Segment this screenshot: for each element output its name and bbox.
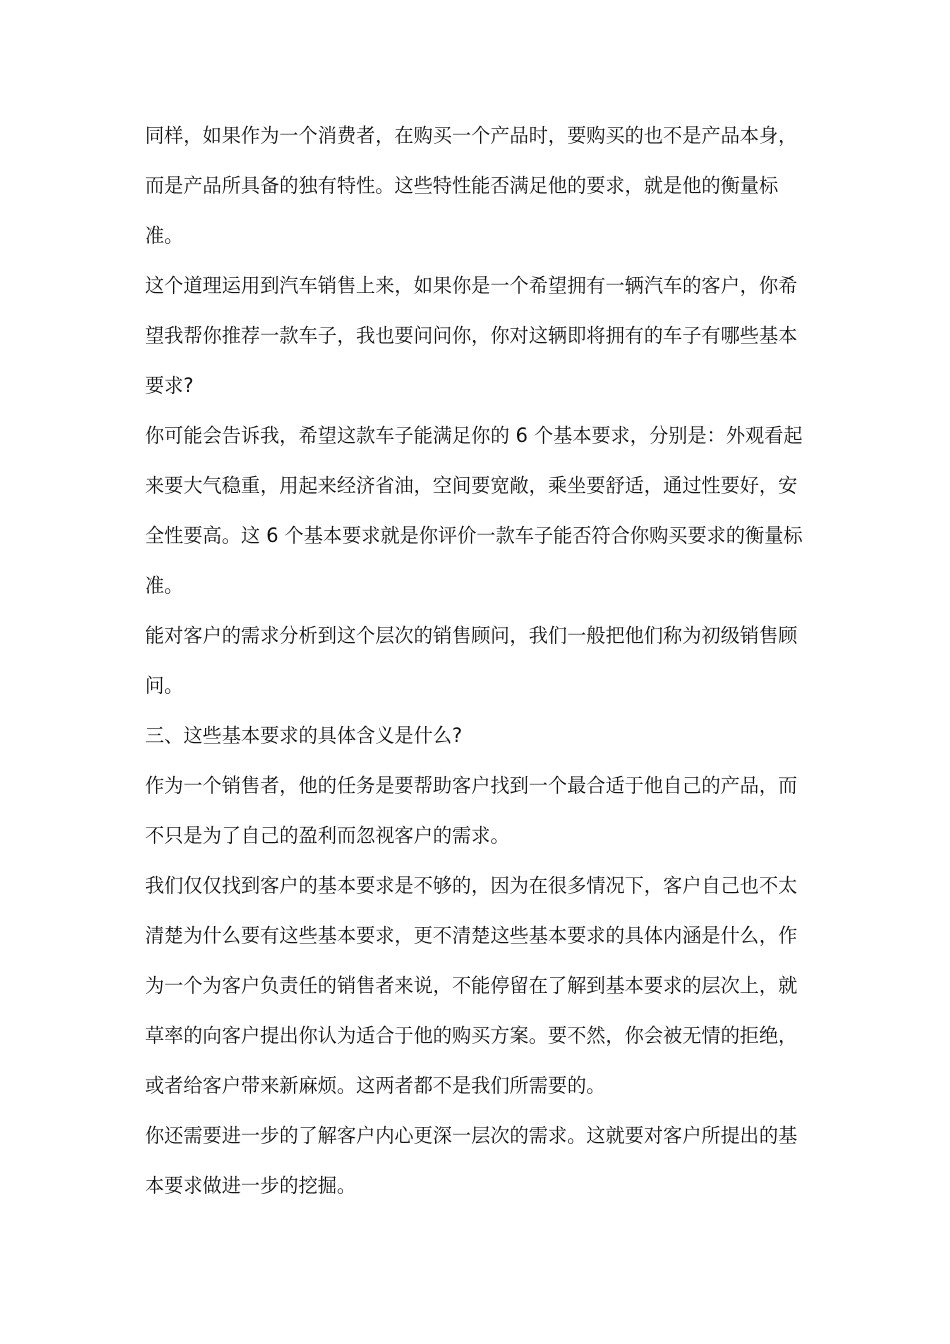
text-line: 而是产品所具备的独有特性。这些特性能否满足他的要求，就是他的衡量标	[145, 174, 779, 197]
text-line: 或者给客户带来新麻烦。这两者都不是我们所需要的。	[145, 1074, 606, 1097]
text-line: 作为一个销售者，他的任务是要帮助客户找到一个最合适于他自己的产品，而	[145, 774, 798, 797]
text-line: 能对客户的需求分析到这个层次的销售顾问，我们一般把他们称为初级销售顾	[145, 624, 798, 647]
text-line: 问。	[145, 674, 184, 697]
section-heading	[145, 711, 800, 761]
paragraph-1	[145, 111, 800, 261]
paragraph-2	[145, 261, 800, 411]
document-body	[145, 111, 803, 1211]
text-line: 准。	[145, 574, 184, 597]
text-line: 望我帮你推荐一款车子，我也要问问你，你对这辆即将拥有的车子有哪些基本	[145, 324, 798, 347]
text-line: 本要求做进一步的挖掘。	[145, 1174, 357, 1197]
text-line: 准。	[145, 224, 184, 247]
paragraph-3	[145, 411, 803, 611]
text-line: 同样，如果作为一个消费者，在购买一个产品时，要购买的也不是产品本身，	[145, 124, 798, 147]
text-line: 全性要高。这 6 个基本要求就是你评价一款车子能否符合你购买要求的衡量标	[145, 524, 803, 547]
paragraph-4	[145, 611, 800, 711]
text-line: 清楚为什么要有这些基本要求，更不清楚这些基本要求的具体内涵是什么，作	[145, 924, 798, 947]
text-line: 要求?	[145, 374, 194, 397]
text-line: 为一个为客户负责任的销售者来说，不能停留在了解到基本要求的层次上，就	[145, 974, 798, 997]
paragraph-6	[145, 861, 800, 1111]
text-line: 你可能会告诉我，希望这款车子能满足你的 6 个基本要求，分别是：外观看起	[145, 424, 803, 447]
text-line: 你还需要进一步的了解客户内心更深一层次的需求。这就要对客户所提出的基	[145, 1124, 798, 1147]
text-line: 这个道理运用到汽车销售上来，如果你是一个希望拥有一辆汽车的客户，你希	[145, 274, 798, 297]
text-line: 来要大气稳重，用起来经济省油，空间要宽敞，乘坐要舒适，通过性要好，安	[145, 474, 798, 497]
paragraph-5	[145, 761, 800, 861]
heading-text: 三、这些基本要求的具体含义是什么?	[145, 724, 463, 747]
text-line: 草率的向客户提出你认为适合于他的购买方案。要不然，你会被无情的拒绝，	[145, 1024, 798, 1047]
text-line: 我们仅仅找到客户的基本要求是不够的，因为在很多情况下，客户自己也不太	[145, 874, 798, 897]
text-line: 不只是为了自己的盈利而忽视客户的需求。	[145, 824, 510, 847]
paragraph-7	[145, 1111, 800, 1211]
